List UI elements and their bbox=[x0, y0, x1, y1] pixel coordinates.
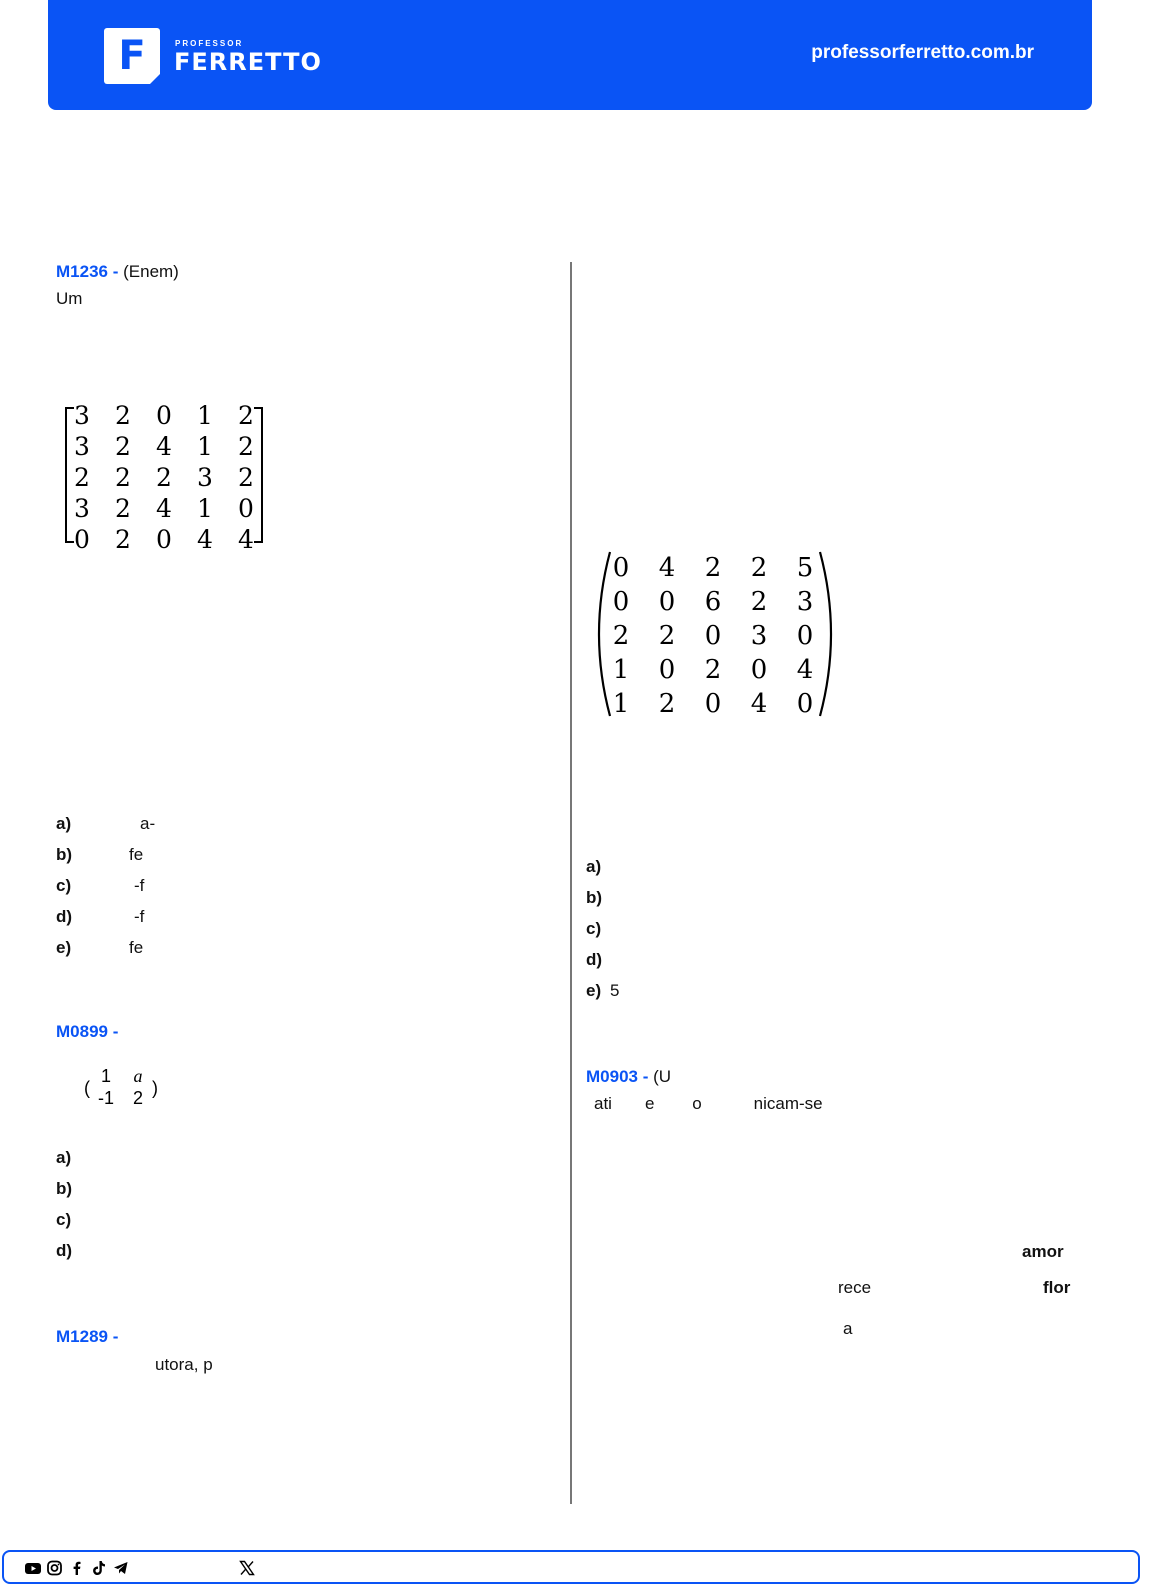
matrix-cell: 2 bbox=[238, 432, 254, 461]
matrix-cell: 3 bbox=[796, 587, 814, 617]
matrix-cell: 4 bbox=[156, 494, 172, 523]
question-code: M1289 - bbox=[56, 1327, 119, 1346]
matrix-cell: 4 bbox=[750, 689, 768, 719]
matrix-cell: 3 bbox=[74, 401, 90, 430]
matrix-cell: 1 bbox=[197, 494, 213, 523]
matrix-cell: 4 bbox=[238, 525, 254, 550]
matrix-cell: 2 bbox=[238, 401, 254, 430]
matrix-cell: 2 bbox=[750, 587, 768, 617]
answer-option[interactable] bbox=[56, 1148, 71, 1168]
option-text: fe bbox=[129, 845, 144, 864]
answer-option[interactable] bbox=[586, 919, 601, 939]
option-label: b) bbox=[586, 888, 603, 907]
matrix-cell: 2 bbox=[115, 401, 131, 430]
matrix-cell: 1 bbox=[612, 655, 630, 685]
option-text: fe bbox=[129, 938, 144, 957]
option-text: a- bbox=[140, 814, 156, 833]
matrix-cell: 3 bbox=[197, 463, 213, 492]
question-header-m0903 bbox=[586, 1067, 671, 1087]
matrix-cell: 0 bbox=[156, 525, 172, 550]
left-bracket bbox=[66, 408, 74, 542]
question-text: Um bbox=[56, 289, 83, 308]
word-flor: flor bbox=[1043, 1278, 1071, 1297]
matrix-2x2 bbox=[84, 1066, 162, 1110]
matrix-cell: 2 bbox=[132, 1088, 144, 1108]
x-icon[interactable] bbox=[238, 1559, 256, 1577]
answer-option[interactable] bbox=[56, 907, 145, 927]
question-header-m0899 bbox=[56, 1022, 118, 1042]
option-label: a) bbox=[56, 1148, 72, 1167]
word-a: a bbox=[843, 1319, 853, 1338]
footer-bar bbox=[2, 1550, 1140, 1584]
logo bbox=[104, 28, 160, 84]
question-text: ati e o nicam-se bbox=[594, 1094, 823, 1113]
matrix-cell: 0 bbox=[750, 655, 768, 685]
matrix-cell: 0 bbox=[796, 621, 814, 651]
brand-subtitle: PROFESSOR bbox=[175, 39, 244, 48]
question-code: M1236 - bbox=[56, 262, 119, 281]
matrix-cell: 2 bbox=[115, 494, 131, 523]
matrix-cell: 5 bbox=[796, 553, 814, 583]
matrix-cell: 4 bbox=[796, 655, 814, 685]
left-paren bbox=[599, 552, 610, 716]
matrix-cell: 4 bbox=[658, 553, 676, 583]
question-header-m1289 bbox=[56, 1327, 118, 1347]
question-code: M0903 - bbox=[586, 1067, 649, 1086]
question-source: (U bbox=[653, 1067, 672, 1086]
question-text: utora, p bbox=[155, 1355, 213, 1374]
matrix-cell: 2 bbox=[750, 553, 768, 583]
word-amor: amor bbox=[1022, 1242, 1064, 1261]
matrix-parenthesized bbox=[590, 548, 840, 720]
word-rece: rece bbox=[838, 1278, 872, 1297]
answer-option[interactable] bbox=[586, 857, 601, 877]
matrix-cell: -1 bbox=[97, 1088, 115, 1108]
header-banner bbox=[48, 0, 1092, 110]
answer-option[interactable] bbox=[586, 888, 602, 908]
left-paren: ( bbox=[84, 1078, 90, 1098]
answer-option[interactable] bbox=[586, 981, 620, 1001]
matrix-cell: 2 bbox=[115, 432, 131, 461]
answer-option[interactable] bbox=[56, 1241, 72, 1261]
right-paren bbox=[820, 552, 831, 716]
matrix-cell: 2 bbox=[74, 463, 90, 492]
option-label: c) bbox=[586, 919, 602, 938]
youtube-icon[interactable] bbox=[24, 1559, 42, 1577]
matrix-cell: 4 bbox=[156, 432, 172, 461]
brand-name: FERRETTO bbox=[174, 48, 322, 76]
option-label: a) bbox=[56, 814, 72, 833]
answer-option[interactable] bbox=[56, 938, 144, 958]
matrix-cell: 2 bbox=[156, 463, 172, 492]
answer-option[interactable] bbox=[56, 1210, 71, 1230]
question-source: (Enem) bbox=[123, 262, 179, 281]
answer-option[interactable] bbox=[56, 876, 145, 896]
facebook-icon[interactable] bbox=[68, 1559, 86, 1577]
question-code: M0899 - bbox=[56, 1022, 119, 1041]
matrix-cell: 2 bbox=[704, 655, 722, 685]
matrix-cell: 0 bbox=[74, 525, 90, 550]
matrix-cell: 2 bbox=[238, 463, 254, 492]
matrix-cell: 1 bbox=[100, 1066, 112, 1086]
option-label: e) bbox=[56, 938, 72, 957]
matrix-cell: 2 bbox=[658, 621, 676, 651]
matrix-cell: 0 bbox=[156, 401, 172, 430]
matrix-cell: 1 bbox=[197, 401, 213, 430]
option-text: 5 bbox=[610, 981, 620, 1000]
option-label: a) bbox=[586, 857, 602, 876]
option-label: e) bbox=[586, 981, 602, 1000]
matrix-cell: 3 bbox=[74, 494, 90, 523]
matrix-cell: 3 bbox=[750, 621, 768, 651]
option-label: d) bbox=[56, 1241, 73, 1260]
option-label: d) bbox=[56, 907, 73, 926]
matrix-cell: 2 bbox=[704, 553, 722, 583]
matrix-cell: 4 bbox=[197, 525, 213, 550]
matrix-cell: 2 bbox=[612, 621, 630, 651]
tiktok-icon[interactable] bbox=[90, 1559, 108, 1577]
answer-option[interactable] bbox=[56, 1179, 72, 1199]
instagram-icon[interactable] bbox=[46, 1559, 64, 1577]
option-text: -f bbox=[134, 876, 145, 895]
logo-letter: F bbox=[118, 33, 146, 79]
site-link[interactable]: professorferretto.com.br bbox=[811, 42, 1034, 63]
right-bracket bbox=[254, 408, 262, 542]
matrix-cell: 0 bbox=[704, 689, 722, 719]
matrix-cell: 0 bbox=[704, 621, 722, 651]
matrix-bracketed bbox=[62, 400, 268, 550]
option-label: d) bbox=[586, 950, 603, 969]
answer-option[interactable] bbox=[586, 950, 602, 970]
column-divider bbox=[570, 262, 572, 1504]
question-header-m1236 bbox=[56, 262, 179, 282]
matrix-cell: a bbox=[133, 1066, 143, 1086]
matrix-cell: 0 bbox=[238, 494, 254, 523]
matrix-cell: 2 bbox=[658, 689, 676, 719]
matrix-cell: 6 bbox=[704, 587, 722, 617]
matrix-cell: 3 bbox=[74, 432, 90, 461]
option-label: b) bbox=[56, 845, 73, 864]
option-label: b) bbox=[56, 1179, 73, 1198]
answer-option[interactable] bbox=[56, 845, 144, 865]
matrix-cell: 1 bbox=[197, 432, 213, 461]
matrix-cell: 0 bbox=[612, 587, 630, 617]
option-label: c) bbox=[56, 1210, 72, 1229]
option-text: -f bbox=[134, 907, 145, 926]
matrix-cell: 1 bbox=[612, 689, 630, 719]
answer-option[interactable] bbox=[56, 814, 156, 834]
matrix-cell: 0 bbox=[796, 689, 814, 719]
matrix-cell: 2 bbox=[115, 525, 131, 550]
matrix-cell: 2 bbox=[115, 463, 131, 492]
matrix-cell: 0 bbox=[658, 587, 676, 617]
right-paren: ) bbox=[152, 1078, 158, 1098]
option-label: c) bbox=[56, 876, 72, 895]
telegram-icon[interactable] bbox=[112, 1559, 130, 1577]
matrix-cell: 0 bbox=[658, 655, 676, 685]
matrix-cell: 0 bbox=[612, 553, 630, 583]
